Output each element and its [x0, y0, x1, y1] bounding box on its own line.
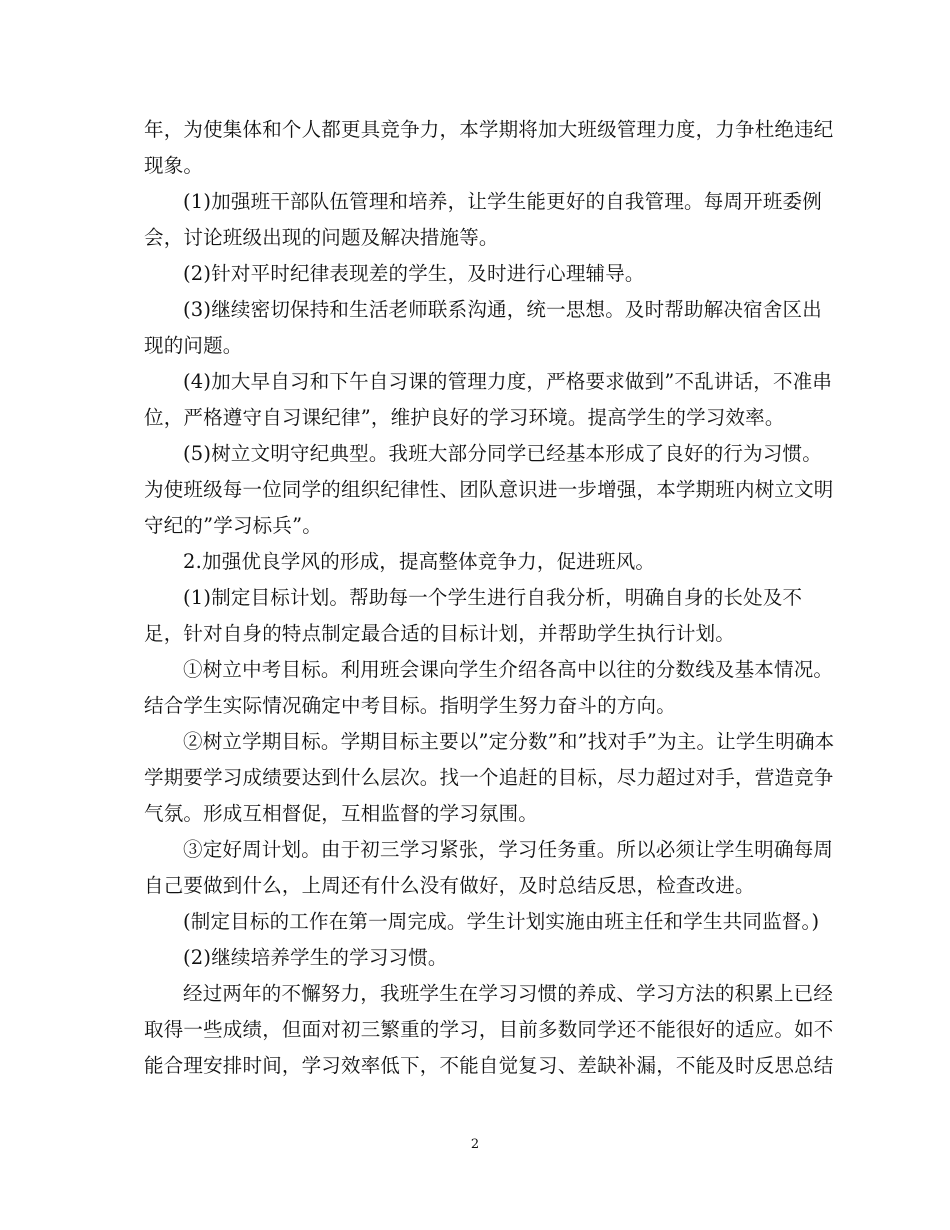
text-line: 2.加强优良学风的形成，提高整体竞争力，促进班风。: [183, 550, 656, 573]
text-line: 能合理安排时间，学习效率低下，不能自觉复习、差缺补漏，不能及时反思总结: [144, 1054, 834, 1077]
text-line: 会，讨论班级出现的问题及解决措施等。: [144, 226, 499, 249]
text-line: (1)制定目标计划。帮助每一个学生进行自我分析，明确自身的长处及不: [183, 586, 803, 609]
text-line: 现的问题。: [144, 334, 243, 357]
text-line: 学期要学习成绩要达到什么层次。找一个追赶的目标，尽力超过对手，营造竞争: [144, 766, 834, 789]
text-line: (2)针对平时纪律表现差的学生，及时进行心理辅导。: [183, 262, 645, 285]
text-line: 年，为使集体和个人都更具竞争力，本学期将加大班级管理力度，力争杜绝违纪: [144, 118, 834, 141]
body-text: [144, 112, 835, 1084]
text-line: 为使班级每一位同学的组织纪律性、团队意识进一步增强，本学期班内树立文明: [144, 478, 834, 501]
text-line: 位，严格遵守自习课纪律”，维护良好的学习环境。提高学生的学习效率。: [144, 406, 785, 429]
text-line: (1)加强班干部队伍管理和培养，让学生能更好的自我管理。每周开班委例: [183, 190, 822, 213]
text-line: 现象。: [144, 154, 204, 177]
text-line: 经过两年的不懈努力，我班学生在学习习惯的养成、学习方法的积累上已经: [183, 982, 834, 1005]
page-number: 2: [470, 1137, 480, 1152]
text-line: 气氛。形成互相督促，互相监督的学习氛围。: [144, 802, 539, 825]
text-line: (4)加大早自习和下午自习课的管理力度，严格要求做到”不乱讲话，不准串: [183, 370, 833, 393]
text-line: (2)继续培养学生的学习习惯。: [183, 946, 448, 969]
text-line: ②树立学期目标。学期目标主要以”定分数”和”找对手”为主。让学生明确本: [183, 730, 835, 753]
text-line: (5)树立文明守纪典型。我班大部分同学已经基本形成了良好的行为习惯。: [183, 442, 822, 465]
text-line: 自己要做到什么，上周还有什么没有做好，及时总结反思，检查改进。: [144, 874, 755, 897]
text-line: (3)继续密切保持和生活老师联系沟通，统一思想。及时帮助解决宿舍区出: [183, 298, 822, 321]
text-line: 结合学生实际情况确定中考目标。指明学生努力奋斗的方向。: [144, 694, 676, 717]
text-line: 足，针对自身的特点制定最合适的目标计划，并帮助学生执行计划。: [144, 622, 736, 645]
text-line: 守纪的”学习标兵”。: [144, 514, 322, 537]
text-line: 取得一些成绩，但面对初三繁重的学习，目前多数同学还不能很好的适应。如不: [144, 1018, 834, 1041]
text-line: (制定目标的工作在第一周完成。学生计划实施由班主任和学生共同监督。): [183, 910, 820, 933]
text-line: ③定好周计划。由于初三学习紧张，学习任务重。所以必须让学生明确每周: [183, 838, 834, 861]
text-line: ①树立中考目标。利用班会课向学生介绍各高中以往的分数线及基本情况。: [183, 658, 834, 681]
